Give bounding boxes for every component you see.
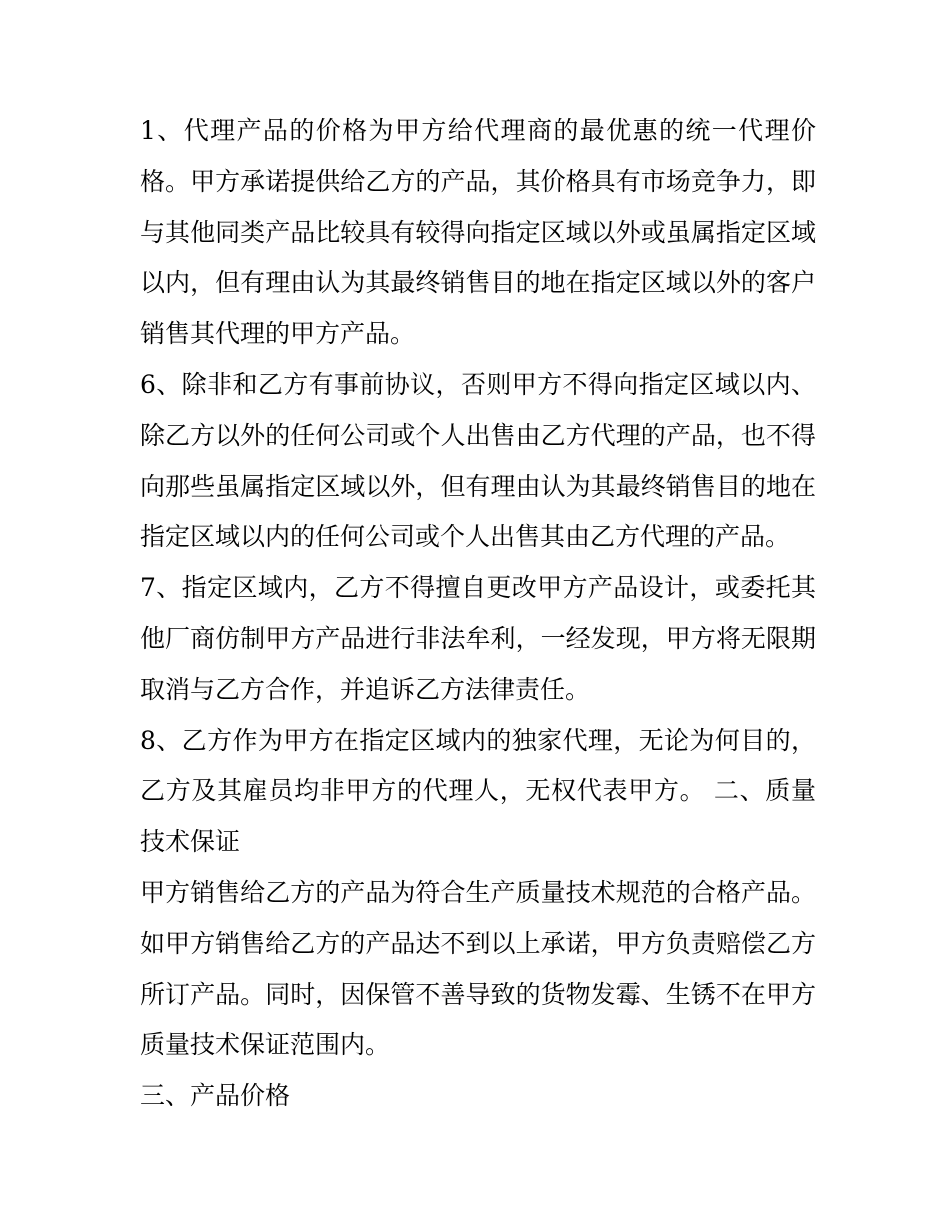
section-heading-product-price: 三、产品价格 [140, 1081, 291, 1111]
paragraph-quality-assurance: 甲方销售给乙方的产品为符合生产质量技术规范的合格产品。如甲方销售给乙方的产品达不到以上承诺，甲方负责赔偿乙方所订产品。同时，因保管不善导致的货物发霉、生锈不在甲方质量技术保证范围内。 [140, 877, 816, 1060]
paragraph-clause-1: 1、代理产品的价格为甲方给代理商的最优惠的统一代理价格。甲方承诺提供给乙方的产品，其价格具有市场竞争力，即与其他同类产品比较具有较得向指定区域以外或虽属指定区域以内，但有理由认为其最终销售目的地在指定区域以外的客户销售其代理的甲方产品。 [140, 116, 816, 349]
body-text [140, 106, 816, 1122]
paragraph-clause-6: 6、除非和乙方有事前协议，否则甲方不得向指定区域以内、除乙方以外的任何公司或个人出售由乙方代理的产品，也不得向那些虽属指定区域以外，但有理由认为其最终销售目的地在指定区域以内的任何公司或个人出售其由乙方代理的产品。 [140, 369, 816, 552]
paragraph-clause-7: 7、指定区域内，乙方不得擅自更改甲方产品设计，或委托其他厂商仿制甲方产品进行非法牟利，一经发现，甲方将无限期取消与乙方合作，并追诉乙方法律责任。 [140, 573, 816, 704]
paragraph-clause-8: 8、乙方作为甲方在指定区域内的独家代理，无论为何目的，乙方及其雇员均非甲方的代理人，无权代表甲方。 二、质量技术保证 [140, 725, 816, 857]
